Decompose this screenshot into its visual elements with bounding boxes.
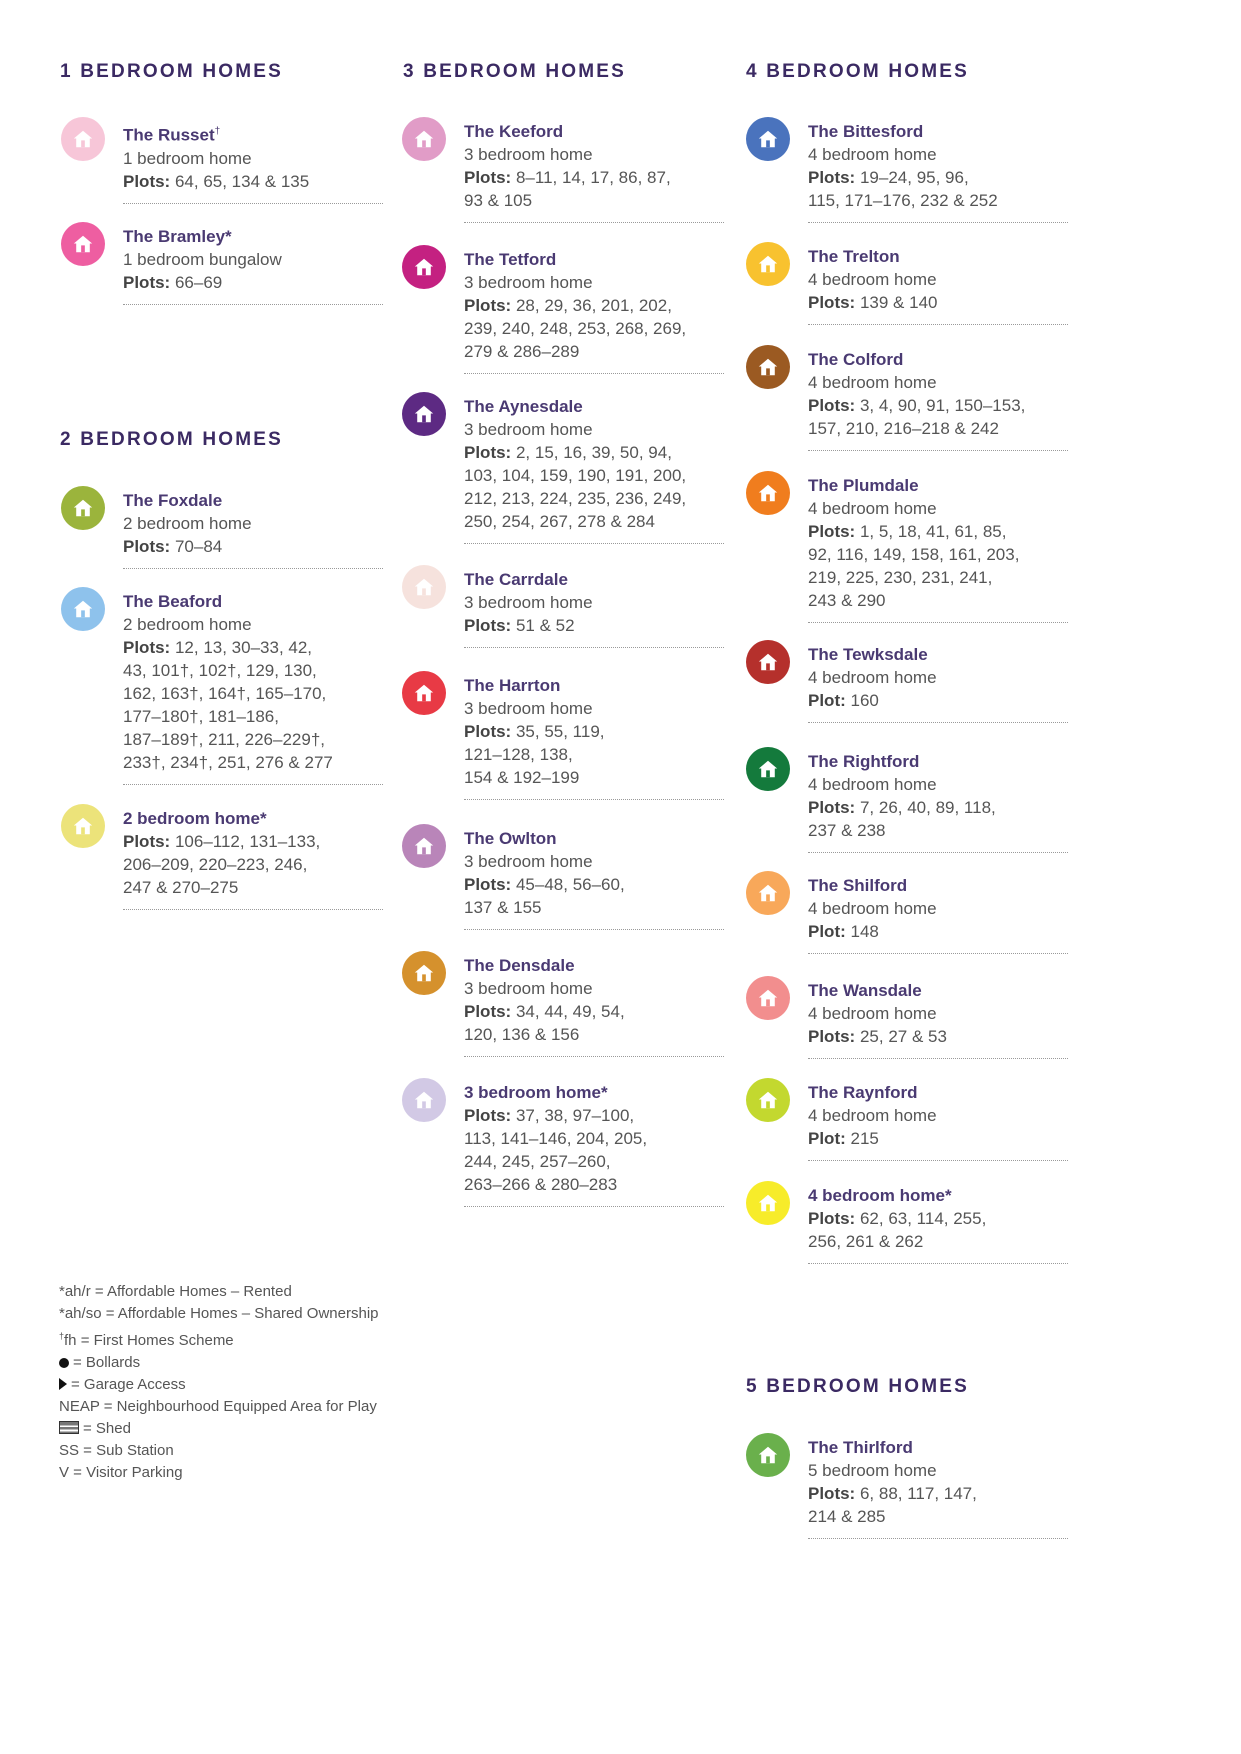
home-plots: 187–189†, 211, 226–229†, xyxy=(123,730,325,749)
divider xyxy=(464,543,724,544)
divider xyxy=(808,1058,1068,1059)
home-plots: Plots: 139 & 140 xyxy=(808,293,938,312)
home-entry-2-bedroom-generic xyxy=(123,807,383,910)
home-plots: 250, 254, 267, 278 & 284 xyxy=(464,512,655,531)
home-description: 1 bedroom home xyxy=(123,148,252,168)
home-plots: 206–209, 220–223, 246, xyxy=(123,855,308,874)
home-name: The Tewksdale xyxy=(808,645,928,664)
section-title-2-bedroom: 2 BEDROOM HOMES xyxy=(60,429,284,450)
home-plots: Plots: 3, 4, 90, 91, 150–153, xyxy=(808,396,1026,415)
key-fh: †fh = First Homes Scheme xyxy=(59,1331,234,1349)
house-icon xyxy=(402,671,446,715)
home-entry-wansdale xyxy=(808,979,1068,1059)
home-plots: 237 & 238 xyxy=(808,821,886,840)
home-name: The Foxdale xyxy=(123,491,223,510)
divider xyxy=(808,953,1068,954)
home-plots: 162, 163†, 164†, 165–170, xyxy=(123,684,327,703)
home-plots: Plot: 160 xyxy=(808,691,879,710)
dagger-mark: † xyxy=(214,126,221,137)
home-entry-carrdale xyxy=(464,568,724,648)
key-v: V = Visitor Parking xyxy=(59,1464,183,1481)
home-entry-foxdale xyxy=(123,489,383,569)
home-name: The Russet† xyxy=(123,125,221,145)
key-neap: NEAP = Neighbourhood Equipped Area for Play xyxy=(59,1398,377,1415)
home-plots: Plots: 8–11, 14, 17, 86, 87, xyxy=(464,168,671,187)
home-plots: Plots: 19–24, 95, 96, xyxy=(808,168,969,187)
divider xyxy=(464,929,724,930)
home-entry-4-bedroom-generic xyxy=(808,1184,1068,1264)
house-icon xyxy=(61,222,105,266)
home-plots: 177–180†, 181–186, xyxy=(123,707,279,726)
home-description: 1 bedroom bungalow xyxy=(123,250,282,269)
house-icon xyxy=(402,824,446,868)
home-plots: Plots: 1, 5, 18, 41, 61, 85, xyxy=(808,522,1007,541)
home-entry-raynford xyxy=(808,1081,1068,1161)
garage-access-icon xyxy=(59,1378,67,1390)
home-entry-densdale xyxy=(464,954,724,1057)
home-plots: 157, 210, 216–218 & 242 xyxy=(808,419,999,438)
key-ss: SS = Sub Station xyxy=(59,1442,174,1459)
section-title-3-bedroom: 3 BEDROOM HOMES xyxy=(403,61,627,82)
home-entry-owlton xyxy=(464,827,724,930)
home-entry-plumdale xyxy=(808,474,1068,623)
divider xyxy=(123,203,383,204)
home-entry-tetford xyxy=(464,248,724,374)
home-plots: 263–266 & 280–283 xyxy=(464,1175,618,1194)
house-icon xyxy=(402,245,446,289)
divider xyxy=(123,304,383,305)
home-plots: Plots: 70–84 xyxy=(123,537,223,556)
house-icon xyxy=(402,392,446,436)
house-icon xyxy=(61,117,105,161)
section-title-5-bedroom: 5 BEDROOM HOMES xyxy=(746,1376,970,1397)
home-name: The Thirlford xyxy=(808,1438,913,1457)
home-description: 3 bedroom home xyxy=(464,699,593,718)
house-icon xyxy=(402,117,446,161)
home-entry-russet xyxy=(123,120,383,204)
divider xyxy=(464,799,724,800)
home-plots: 93 & 105 xyxy=(464,191,533,210)
home-name: The Densdale xyxy=(464,956,575,975)
house-icon xyxy=(746,747,790,791)
divider xyxy=(808,1263,1068,1264)
house-icon xyxy=(746,117,790,161)
home-name: 2 bedroom home* xyxy=(123,809,267,828)
home-name: The Colford xyxy=(808,350,904,369)
home-plots: 113, 141–146, 204, 205, xyxy=(464,1129,648,1148)
divider xyxy=(464,222,724,223)
home-entry-thirlford xyxy=(808,1436,1068,1539)
key-bollards: = Bollards xyxy=(59,1352,379,1374)
home-description: 3 bedroom home xyxy=(464,593,593,612)
shed-icon xyxy=(59,1421,79,1434)
home-description: 2 bedroom home xyxy=(123,514,252,533)
home-plots: 243 & 290 xyxy=(808,591,886,610)
home-plots: 239, 240, 248, 253, 268, 269, xyxy=(464,319,687,338)
divider xyxy=(464,1056,724,1057)
house-icon xyxy=(746,1181,790,1225)
home-plots: 219, 225, 230, 231, 241, xyxy=(808,568,993,587)
house-icon xyxy=(746,640,790,684)
home-plots: Plots: 6, 88, 117, 147, xyxy=(808,1484,977,1503)
home-name: 3 bedroom home* xyxy=(464,1083,608,1102)
home-name: The Trelton xyxy=(808,247,900,266)
home-name: The Wansdale xyxy=(808,981,922,1000)
divider xyxy=(808,222,1068,223)
home-name: The Carrdale xyxy=(464,570,568,589)
home-name: The Raynford xyxy=(808,1083,918,1102)
home-plots: 121–128, 138, xyxy=(464,745,573,764)
home-name: The Bramley* xyxy=(123,227,232,246)
home-plots: Plots: 37, 38, 97–100, xyxy=(464,1106,635,1125)
house-icon xyxy=(746,976,790,1020)
home-plots: 212, 213, 224, 235, 236, 249, xyxy=(464,489,687,508)
home-description: 4 bedroom home xyxy=(808,270,937,289)
home-name: The Beaford xyxy=(123,592,223,611)
home-plots: Plots: 35, 55, 119, xyxy=(464,722,605,741)
home-plots: 120, 136 & 156 xyxy=(464,1025,580,1044)
home-plots: Plots: 51 & 52 xyxy=(464,616,575,635)
home-description: 4 bedroom home xyxy=(808,1004,937,1023)
house-icon xyxy=(402,951,446,995)
home-entry-colford xyxy=(808,348,1068,451)
house-icon xyxy=(746,242,790,286)
home-plots: 244, 245, 257–260, xyxy=(464,1152,611,1171)
home-plots: Plots: 2, 15, 16, 39, 50, 94, xyxy=(464,443,672,462)
divider xyxy=(808,622,1068,623)
house-icon xyxy=(746,871,790,915)
divider xyxy=(123,909,383,910)
home-name: The Bittesford xyxy=(808,122,924,141)
home-description: 4 bedroom home xyxy=(808,775,937,794)
divider xyxy=(808,722,1068,723)
home-entry-keeford xyxy=(464,120,724,223)
home-name: The Shilford xyxy=(808,876,908,895)
home-name: 4 bedroom home* xyxy=(808,1186,952,1205)
key-garage: = Garage Access xyxy=(59,1374,379,1396)
house-icon xyxy=(746,471,790,515)
divider xyxy=(808,1160,1068,1161)
home-name: The Keeford xyxy=(464,122,564,141)
home-plots: 43, 101†, 102†, 129, 130, xyxy=(123,661,317,680)
home-entry-harrton xyxy=(464,674,724,800)
home-plots: 92, 116, 149, 158, 161, 203, xyxy=(808,545,1020,564)
home-description: 4 bedroom home xyxy=(808,668,937,687)
home-plots: 256, 261 & 262 xyxy=(808,1232,924,1251)
home-plots: 137 & 155 xyxy=(464,898,542,917)
home-name: The Rightford xyxy=(808,752,920,771)
home-plots: 279 & 286–289 xyxy=(464,342,580,361)
home-plots: 103, 104, 159, 190, 191, 200, xyxy=(464,466,687,485)
home-description: 4 bedroom home xyxy=(808,145,937,164)
home-entry-tewksdale xyxy=(808,643,1068,723)
house-icon xyxy=(746,345,790,389)
house-icon xyxy=(61,804,105,848)
home-description: 5 bedroom home xyxy=(808,1461,937,1480)
home-description: 3 bedroom home xyxy=(464,852,593,871)
home-plots: Plot: 215 xyxy=(808,1129,879,1148)
home-description: 3 bedroom home xyxy=(464,979,593,998)
divider xyxy=(808,1538,1068,1539)
home-description: 4 bedroom home xyxy=(808,373,937,392)
home-plots: 247 & 270–275 xyxy=(123,878,239,897)
home-name: The Plumdale xyxy=(808,476,919,495)
house-icon xyxy=(746,1433,790,1477)
home-description: 4 bedroom home xyxy=(808,499,937,518)
divider xyxy=(464,647,724,648)
home-entry-bittesford xyxy=(808,120,1068,223)
home-entry-rightford xyxy=(808,750,1068,853)
legend-key xyxy=(59,1281,379,1484)
divider xyxy=(808,852,1068,853)
home-plots: Plots: 34, 44, 49, 54, xyxy=(464,1002,625,1021)
home-description: 3 bedroom home xyxy=(464,273,593,292)
home-entry-trelton xyxy=(808,245,1068,325)
home-entry-3-bedroom-generic xyxy=(464,1081,724,1207)
home-entry-aynesdale xyxy=(464,395,724,544)
divider xyxy=(464,373,724,374)
divider xyxy=(808,324,1068,325)
home-name: The Tetford xyxy=(464,250,557,269)
key-ahso: *ah/so = Affordable Homes – Shared Ownership xyxy=(59,1305,379,1322)
bollard-icon xyxy=(59,1358,69,1368)
home-entry-beaford xyxy=(123,590,383,785)
section-title-4-bedroom: 4 BEDROOM HOMES xyxy=(746,61,970,82)
dagger-mark: † xyxy=(59,1331,65,1341)
divider xyxy=(808,450,1068,451)
home-plots: 233†, 234†, 251, 276 & 277 xyxy=(123,753,333,772)
divider xyxy=(464,1206,724,1207)
key-ahr: *ah/r = Affordable Homes – Rented xyxy=(59,1283,292,1300)
home-plots: Plots: 12, 13, 30–33, 42, xyxy=(123,638,313,657)
home-plots: 115, 171–176, 232 & 252 xyxy=(808,191,998,210)
home-plots: Plots: 64, 65, 134 & 135 xyxy=(123,171,310,191)
home-description: 2 bedroom home xyxy=(123,615,252,634)
divider xyxy=(123,784,383,785)
home-plots: Plots: 25, 27 & 53 xyxy=(808,1027,947,1046)
key-shed: = Shed xyxy=(59,1418,379,1440)
home-name: The Owlton xyxy=(464,829,557,848)
house-icon xyxy=(402,565,446,609)
home-plots: Plots: 66–69 xyxy=(123,273,223,292)
home-description: 3 bedroom home xyxy=(464,420,593,439)
home-description: 3 bedroom home xyxy=(464,145,593,164)
house-icon xyxy=(746,1078,790,1122)
home-plots: 214 & 285 xyxy=(808,1507,886,1526)
home-plots: 154 & 192–199 xyxy=(464,768,580,787)
house-icon xyxy=(61,486,105,530)
home-name: The Harrton xyxy=(464,676,561,695)
home-plots: Plots: 7, 26, 40, 89, 118, xyxy=(808,798,996,817)
home-plots: Plots: 62, 63, 114, 255, xyxy=(808,1209,987,1228)
section-title-1-bedroom: 1 BEDROOM HOMES xyxy=(60,61,284,82)
house-icon xyxy=(61,587,105,631)
divider xyxy=(123,568,383,569)
home-plots: Plot: 148 xyxy=(808,922,879,941)
home-entry-bramley xyxy=(123,225,383,305)
home-name: The Aynesdale xyxy=(464,397,583,416)
home-plots: Plots: 106–112, 131–133, xyxy=(123,832,321,851)
home-plots: Plots: 28, 29, 36, 201, 202, xyxy=(464,296,672,315)
home-description: 4 bedroom home xyxy=(808,1106,937,1125)
home-entry-shilford xyxy=(808,874,1068,954)
home-plots: Plots: 45–48, 56–60, xyxy=(464,875,625,894)
home-description: 4 bedroom home xyxy=(808,899,937,918)
house-icon xyxy=(402,1078,446,1122)
